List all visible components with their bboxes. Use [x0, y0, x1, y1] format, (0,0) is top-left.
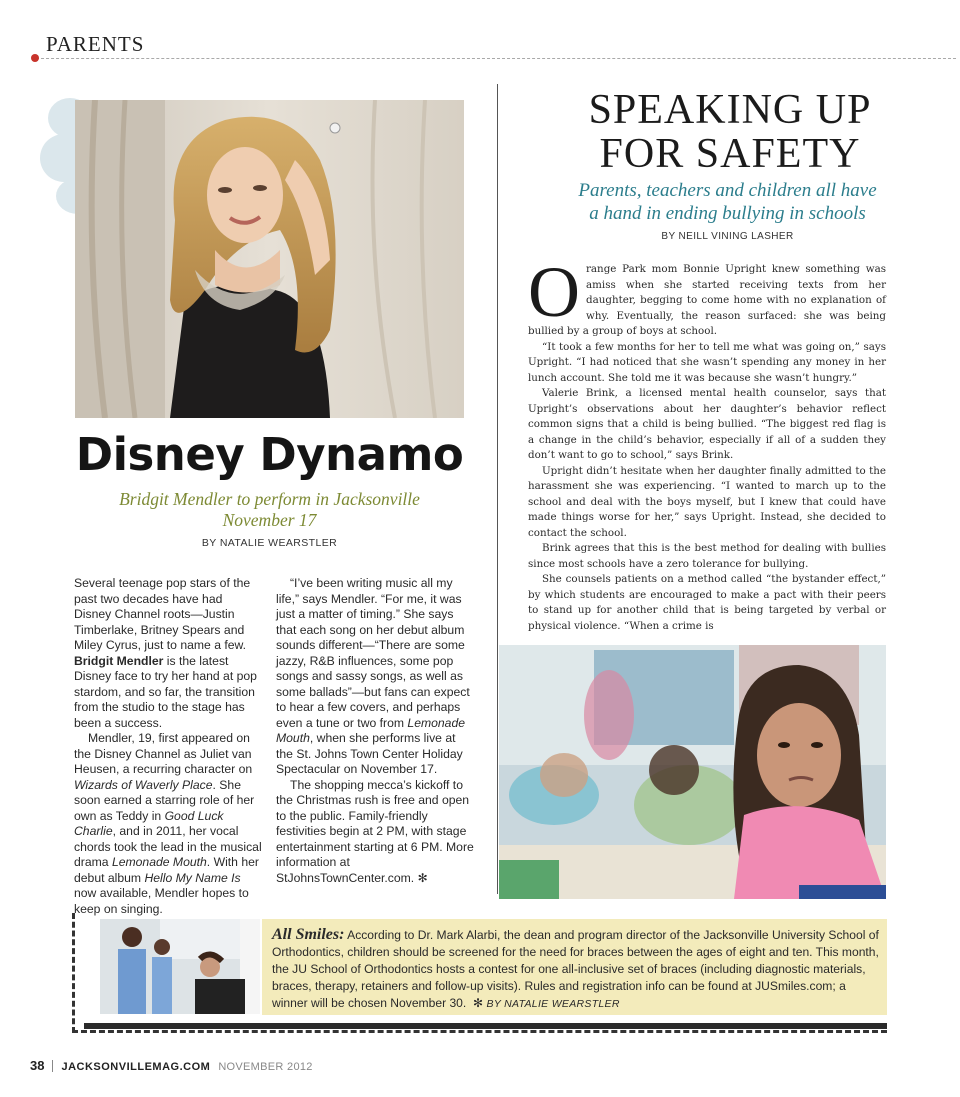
right-article-body	[528, 252, 886, 634]
section-label: PARENTS	[46, 32, 145, 56]
page-footer	[30, 1058, 313, 1073]
right-article-paragraph: Brink agrees that this is the best method for dealing with bullies since most schools have a zero tolerance for bullying.	[528, 542, 886, 570]
header-red-dot	[31, 54, 39, 62]
right-article-paragraph: Valerie Brink, a licensed mental health counselor, says that Upright’s observations about her daughter’s behavior reflect common signs that a child is being bullied. “The biggest red flag is a change in the child’s behavior, especially if all of a sudden they don’t want to go to school,” says Brink.	[528, 387, 886, 461]
all-smiles-heading: All Smiles:	[272, 926, 345, 943]
right-article-paragraph: Orange Park mom Bonnie Upright knew something was amiss when she started receiving texts from her daughter, begging to come home with no explanation of why. Eventually, the reason surfaced: she was being bullied by a group of boys at school.	[528, 252, 886, 337]
right-article-paragraph: “It took a few months for her to tell me what was going on,” says Upright. “I had noticed that she wasn’t spending any money in her lunch account. She told me it was because she wasn’t hungry.”	[528, 340, 886, 384]
classroom-bullying-photo	[499, 645, 886, 899]
left-article-title: Disney Dynamo	[75, 428, 464, 481]
left-article-subtitle	[75, 489, 464, 531]
right-article-subtitle	[505, 179, 950, 225]
end-mark-icon: ✻	[417, 870, 428, 885]
right-subtitle-line-2: a hand in ending bullying in schools	[589, 203, 866, 224]
left-article-column-1	[74, 576, 262, 917]
end-mark-icon: ✻	[473, 996, 484, 1010]
right-article-paragraph: Upright didn’t hesitate when her daughter finally admitted to the harassment she was experiencing. “I wanted to march up to the school and deal with the boys myself, but I knew that could have made things worse for her,” says Upright. Instead, she decided to contact the school.	[528, 464, 886, 539]
footer-site-link: JACKSONVILLEMAG.COM	[61, 1061, 211, 1073]
right-article-byline: BY NEILL VINING LASHER	[661, 231, 794, 242]
left-subtitle-line-1: Bridgit Mendler to perform in Jacksonville	[119, 489, 420, 509]
footer-separator	[52, 1060, 53, 1072]
bottom-box-bar	[84, 1023, 887, 1029]
all-smiles-byline: BY NATALIE WEARSTLER	[486, 998, 620, 1010]
all-smiles-text	[272, 926, 882, 1013]
right-title-line-1: SPEAKING UP	[588, 87, 872, 133]
column-divider	[497, 84, 498, 894]
page-number: 38	[30, 1058, 45, 1073]
left-article-paragraph: Mendler, 19, first appeared on the Disney Channel as Juliet van Heusen, a recurring character on Wizards of Waverly Place. She soon earned a starring role of her own as Teddy in Good Luck Charlie, and in 2011, her vocal chords took the lead in the musical drama Lemonade Mouth. With her debut album Hello My Name Is now available, Mendler hopes to keep on singing.	[74, 731, 262, 916]
left-article-column-2	[276, 576, 474, 886]
all-smiles-body: According to Dr. Mark Alarbi, the dean and program director of the Jacksonville University School of Orthodontics, children should be screened for the need for braces between the ages of eight and ten. This month, the JU School of Orthodontics hosts a contest for one all-inclusive set of braces (including diagnostic materials, braces, therapy, retainers and follow-up visits). Rules and registration info can be found at JUSmiles.com; a winner will be chosen November 30.	[272, 928, 879, 1010]
left-article-byline: BY NATALIE WEARSTLER	[201, 537, 338, 549]
right-subtitle-line-1: Parents, teachers and children all have	[578, 180, 877, 201]
drop-cap: O	[528, 252, 580, 332]
footer-issue-date: NOVEMBER 2012	[218, 1061, 313, 1073]
right-title-line-2: FOR SAFETY	[599, 131, 861, 177]
left-subtitle-line-2: November 17	[222, 510, 317, 530]
left-article-paragraph: “I’ve been writing music all my life,” says Mendler. “For me, it was just a matter of timing.” She says that each song on her debut album sounds different—“There are some jazzy, R&B influences, some pop songs and sassy songs, as well as some ballads”—but fans can expect to hear a few covers, and perhaps even a tune or two from Lemonade Mouth, when she performs live at the St. Johns Town Center Holiday Spectacular on November 17.	[276, 576, 470, 776]
header-dashed-rule	[36, 58, 956, 59]
left-article-paragraph: The shopping mecca’s kickoff to the Christmas rush is free and open to the public. Family-friendly festivities begin at 2 PM, with stage entertainment starting at 6 PM. More information at StJohnsTownCenter.com. ✻	[276, 777, 474, 885]
bridgit-mendler-photo	[75, 100, 464, 418]
orthodontics-school-photo	[100, 919, 260, 1014]
right-article-title	[510, 88, 950, 176]
left-article-paragraph: Several teenage pop stars of the past two decades have had Disney Channel roots—Justin Timberlake, Britney Spears and Miley Cyrus, just to name a few. Bridgit Mendler is the latest Disney face to try her hand at pop stardom, and so far, the transition from the studio to the stage has been a success.	[74, 576, 257, 730]
right-article-paragraph: She counsels patients on a method called “the bystander effect,” by which students are encouraged to make a pact with their peers to stand up for another child that is being targeted by verbal or physical violence. “When a crime is	[528, 573, 886, 632]
